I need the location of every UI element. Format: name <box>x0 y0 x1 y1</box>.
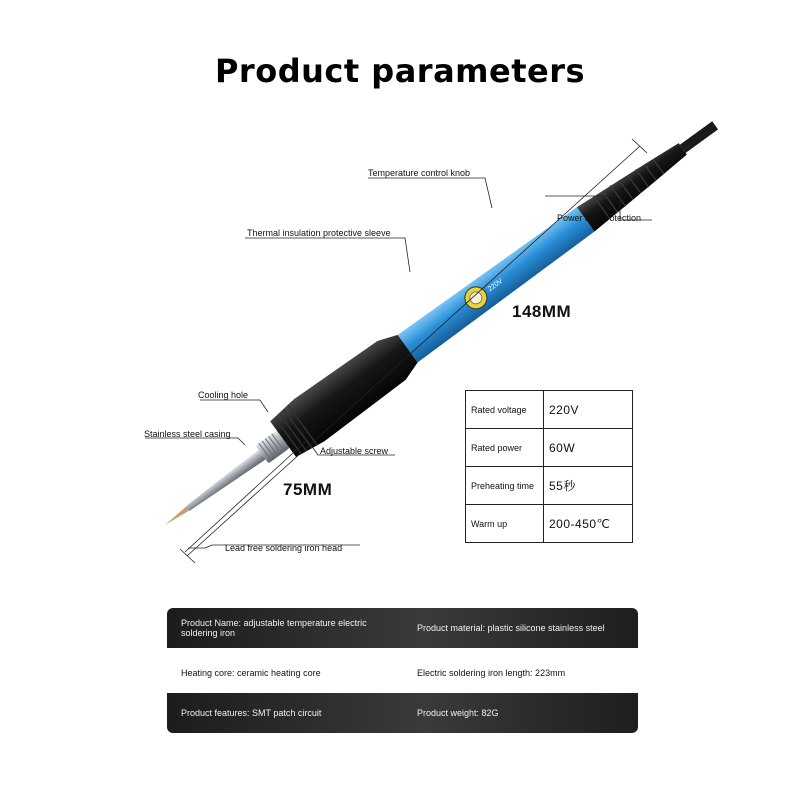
dimension-tip-length: 75MM <box>283 480 333 499</box>
spec-label: Warm up <box>466 505 544 543</box>
stainless-casing <box>184 450 265 514</box>
callout-power-line-protection: Power line protection <box>557 213 642 223</box>
iron-tip <box>164 507 190 528</box>
callout-adjustable-screw: Adjustable screw <box>320 446 389 456</box>
callout-lead-free-head: Lead free soldering iron head <box>225 543 343 553</box>
info-product-name: Product Name: adjustable temperature electric soldering iron <box>181 618 367 638</box>
spec-row <box>466 505 633 543</box>
spec-label: Rated power <box>466 429 544 467</box>
info-row-features-weight <box>167 693 638 733</box>
spec-row <box>466 429 633 467</box>
spec-value: 60W <box>544 429 633 467</box>
dimension-total-length: 148MM <box>512 302 572 321</box>
spec-row <box>466 467 633 505</box>
info-heating-core: Heating core: ceramic heating core <box>181 668 321 678</box>
spec-value: 55秒 <box>544 467 633 505</box>
info-product-weight: Product weight: 82G <box>417 708 499 718</box>
info-product-features: Product features: SMT patch circuit <box>181 708 322 718</box>
spec-value: 220V <box>544 391 633 429</box>
spec-value: 200-450℃ <box>544 505 633 543</box>
spec-label: Rated voltage <box>466 391 544 429</box>
info-row-name-material <box>167 608 638 648</box>
callout-insulation-sleeve: Thermal insulation protective sleeve <box>247 228 391 238</box>
knob-marking: 220V <box>486 277 505 294</box>
info-row-core-length <box>167 653 638 693</box>
spec-row <box>466 391 633 429</box>
power-cable <box>680 121 718 153</box>
info-product-material: Product material: plastic silicone stainless steel <box>417 623 605 633</box>
callout-stainless-casing: Stainless steel casing <box>144 429 231 439</box>
callout-cooling-hole: Cooling hole <box>198 390 249 400</box>
spec-table <box>465 390 633 543</box>
info-iron-length: Electric soldering iron length: 223mm <box>417 668 566 678</box>
spec-label: Preheating time <box>466 467 544 505</box>
page-title: Product parameters <box>214 52 586 90</box>
callout-temperature-knob: Temperature control knob <box>368 168 471 178</box>
